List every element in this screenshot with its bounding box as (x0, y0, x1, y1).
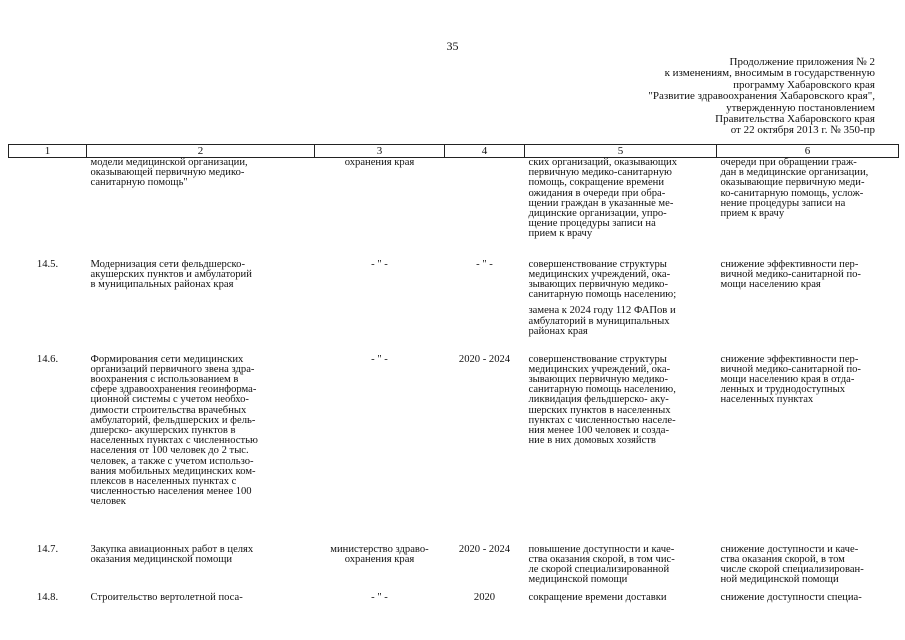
expected-result (525, 593, 717, 603)
period: 2020 - 2024 (458, 353, 511, 365)
measures-table (8, 144, 899, 603)
executor: - " - (371, 353, 388, 365)
executor: охранения края (344, 157, 415, 168)
measure-name: модели медицинской организации, оказывающей первичную медико- санитарную помощь" (90, 157, 248, 189)
column-header: 5 (525, 145, 717, 158)
column-header: 3 (315, 145, 445, 158)
column-header: 2 (87, 145, 315, 158)
period: - " - (476, 258, 493, 270)
row-number: 14.6. (36, 353, 59, 365)
measure-name: Формирования сети медицинских организаций первичного звена здра- воохранения с использованием в сфере здравоохранения геоинформа- ционной системы с учетом необхо- димости строительства врачебных амбулаторий, фельдшерских и фель- дшерско- акушерских пунктов в населенных пунктах с численностью населения от 100 человек до 2 тыс. человек, а также с учетом использо- вания мобильных медицинских ком- плексов в населенных пунктах с численностью населения менее 100 человек (90, 353, 258, 508)
measure-name: Модернизация сети фельдшерско- акушерских пунктов и амбулаторий в муниципальных районах края (90, 258, 252, 290)
table-row (9, 355, 899, 545)
column-header: 1 (9, 145, 87, 158)
expected-result (525, 545, 717, 593)
table-row (9, 158, 899, 260)
header-line: утвержденную постановлением (726, 101, 875, 114)
expected-result (525, 355, 717, 545)
consequence: снижение эффективности пер- вичной медико-санитарной по- мощи населению края в отда- ленных и труднодоступных населенных пунктах (720, 353, 861, 406)
row-number: 14.8. (36, 591, 59, 603)
result-paragraph: совершенствование структуры медицинских учреждений, ока- зывающих первичную медико- санитарную помощь населению; (528, 258, 677, 301)
result-paragraph: повышение доступности и каче- ства оказания скорой, в том чис- ле скорой специализированной медицинской помощи (528, 543, 675, 586)
page-number: 35 (446, 39, 459, 53)
measure-name: Закупка авиационных работ в целях оказания медицинской помощи (90, 543, 254, 565)
column-header: 4 (445, 145, 525, 158)
executor: - " - (371, 591, 388, 603)
expected-result (525, 260, 717, 355)
header-line: к изменениям, вносимым в государственную (664, 67, 875, 80)
header-line: "Развитие здравоохранения Хабаровского края", (648, 90, 875, 103)
header-line: программу Хабаровского края (733, 78, 875, 91)
measure-name: Строительство вертолетной поса- (90, 591, 243, 603)
expected-result (525, 158, 717, 260)
period: 2020 - 2024 (458, 543, 511, 555)
column-header: 6 (717, 145, 899, 158)
header-line: Продолжение приложения № 2 (729, 56, 875, 68)
period (445, 158, 525, 260)
row-number: 14.7. (36, 543, 59, 555)
consequence: снижение доступности и каче- ства оказания скорой, в том числе скорой специализирован- ной медицинской помощи (720, 543, 864, 586)
table-row (9, 545, 899, 593)
table-header-row (9, 145, 899, 158)
table-row (9, 593, 899, 603)
result-paragraph: сокращение времени доставки (528, 591, 667, 603)
executor: министерство здраво- охранения края (330, 543, 429, 565)
result-paragraph: ских организаций, оказывающих первичную медико-санитарную помощь, сокращение времени ожидания в очереди при обра- щении граждан в указанные ме- дицинские организации, упро- щение процедуры записи на прием к врачу (528, 157, 678, 240)
table-row (9, 260, 899, 355)
consequence: снижение доступности специа- (720, 591, 862, 603)
result-paragraph: совершенствование структуры медицинских учреждений, ока- зывающих первичную медико- санитарную помощь населению, ликвидация фельдшерско- аку- шерских пунктов в населенных пунктах с численностью населе- ния менее 100 человек и созда- ние в них домовых хозяйств (528, 353, 676, 447)
row-number (9, 158, 87, 260)
consequence: снижение эффективности пер- вичной медико-санитарной по- мощи населению края (720, 258, 861, 290)
consequence: очереди при обращении граж- дан в медицинские организации, оказывающие первичную меди- ко-санитарную помощь, услож- нение процедуры записи на прием к врачу (720, 157, 869, 220)
period: 2020 (473, 591, 496, 603)
row-number: 14.5. (36, 258, 59, 270)
header-line: от 22 октября 2013 г. № 350-пр (730, 124, 875, 137)
executor: - " - (371, 258, 388, 270)
header-line: Правительства Хабаровского края (715, 113, 875, 126)
result-paragraph: замена к 2024 году 112 ФАПов и амбулаторий в муниципальных районах края (528, 305, 676, 337)
appendix-header (545, 57, 875, 137)
